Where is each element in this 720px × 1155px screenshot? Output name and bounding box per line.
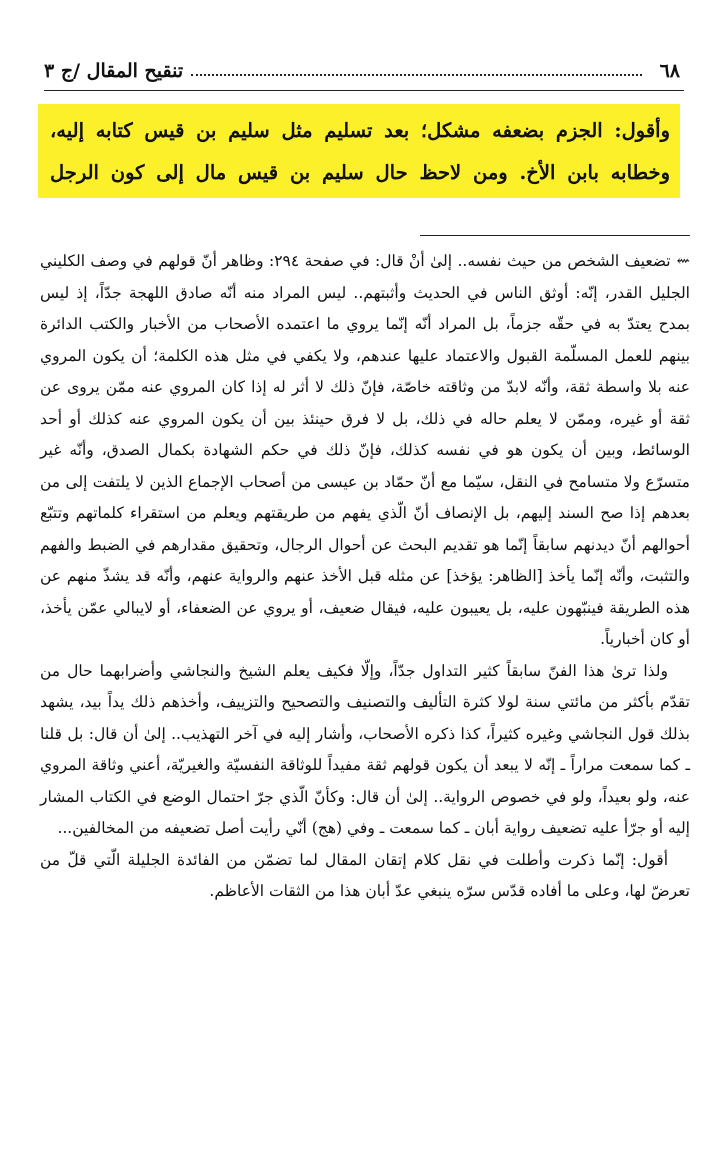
footnote-divider [420, 235, 690, 236]
header-leader-dots [191, 74, 641, 76]
highlighted-main-text [38, 104, 680, 198]
footnote-section [40, 245, 690, 908]
footnote-paragraph-1-text: تضعيف الشخص من حيث نفسه.. إلىٰ أنْ قال: في صفحة ٢٩٤: وظاهر أنّ قولهم في وصف الكليني الجليل القدر، إنّه: أوثق الناس في الحديث وأثبتهم.. ليس المراد منه أنّه صادق اللهجة جدّاً، إذ ليس بمدح يعتدّ به في حقّه جزماً، بل المراد أنّه إنّما يروي ما اعتمده الأصحاب من الأخبار والكتب الدائرة بينهم للعمل المسلّمة القبول والاعتماد عليها عندهم، ولا يكفي في مثل هذه الكلمة؛ أن يكون المروي عنه بلا واسطة ثقة، وأنّه لابدّ من وثاقته خاصّة، فإنّ ذلك لا أثر له إذا كان المروي عنه ممّن يروى عن ثقة أو غيره، وممّن لا يعلم حاله في ذلك، بل لا فرق حينئذ بين أن يكون المروي عنه كذلك أو أحد الوسائط، وبين أن يكون هو في نفسه كذلك، فإنّ ذلك في حكم الشهادة بكمال الصدق، وأنّه غير متسرّع ولا متسامح في النقل، سيّما مع أنّ حمّاد بن عيسى من أصحاب الإجماع الذين لا يلتفت إلى من بعدهم إذا صح السند إليهم، بل الإنصاف أنّ الّذي يفهم من طريقتهم ويعلم من استقراء كلماتهم وتتبّع أحوالهم أنّ ديدنهم سابقاً إنّما هو تقديم البحث عن أحوال الرجال، وتحقيق مقدارهم في الضبط والفهم والتثبت، وأنّه إنّما يأخذ [الظاهر: يؤخذ] عن مثله قبل الأخذ عنهم والرواية عنهم، وأنّه قد يشذّ منهم عن هذه الطريقة فينبّهون عليه، بل يعيبون عليه، فيقال ضعيف، أو يروي عن الضعفاء، أو لايبالي عمّن يأخذ، أو كان أخبارياً. [40, 252, 690, 648]
footnote-paragraph-1 [40, 245, 690, 656]
continuation-arrow-icon: ⇜ [676, 251, 690, 270]
page-header [44, 54, 680, 88]
main-text: وأقول: الجزم بضعفه مشكل؛ بعد تسليم مثل سليم بن قيس كتابه إليه، وخطابه بابن الأخ. ومن لاحظ حال سليم بن قيس مال إلى كون الرجل [50, 119, 670, 184]
footnote-paragraph-3: أقول: إنّما ذكرت وأطلت في نقل كلام إتقان المقال لما تضمّن من الفائدة الجليلة الّتي قلّ من تعرضّ لها، وعلى ما أفاده قدّس سرّه ينبغي عدّ أبان هذا من الثقات الأعاظم. [40, 850, 690, 900]
page-number: ٦٨ [659, 60, 680, 82]
header-divider [44, 90, 684, 91]
footnote-paragraph-2: ولذا ترىٰ هذا الفنّ سابقاً كثير التداول جدّاً، وإلّا فكيف يعلم الشيخ والنجاشي وأضرابهما حال من تقدّم بأكثر من مائتي سنة لولا كثرة التأليف والتصنيف والتصحيح والتزييف، وأخذهم ذلك يداً بيد، يشهد بذلك قول النجاشي وغيره كثيراً، كذا ذكره الأصحاب، وأشار إليه في آخر التهذيب.. إلىٰ أن قال: بل قلنا ـ كما سمعت مراراً ـ إنّه لا يبعد أن يكون قولهم ثقة مفيداً للوثاقة النفسيّة والغيريّة، أعني وثاقة المروي عنه، ولو بعيداً، ولو في خصوص الرواية.. إلىٰ أن قال: وكأنّ الّذي جرّ احتمال الوضع في الكتاب المشار إليه أو جرّأ عليه تضعيف رواية أبان ـ كما سمعت ـ وفي (هج) أنّي رأيت أصل تضعيفه من المخالفين... [40, 661, 690, 837]
book-title: تنقيح المقال /ج ٣ [44, 60, 184, 82]
